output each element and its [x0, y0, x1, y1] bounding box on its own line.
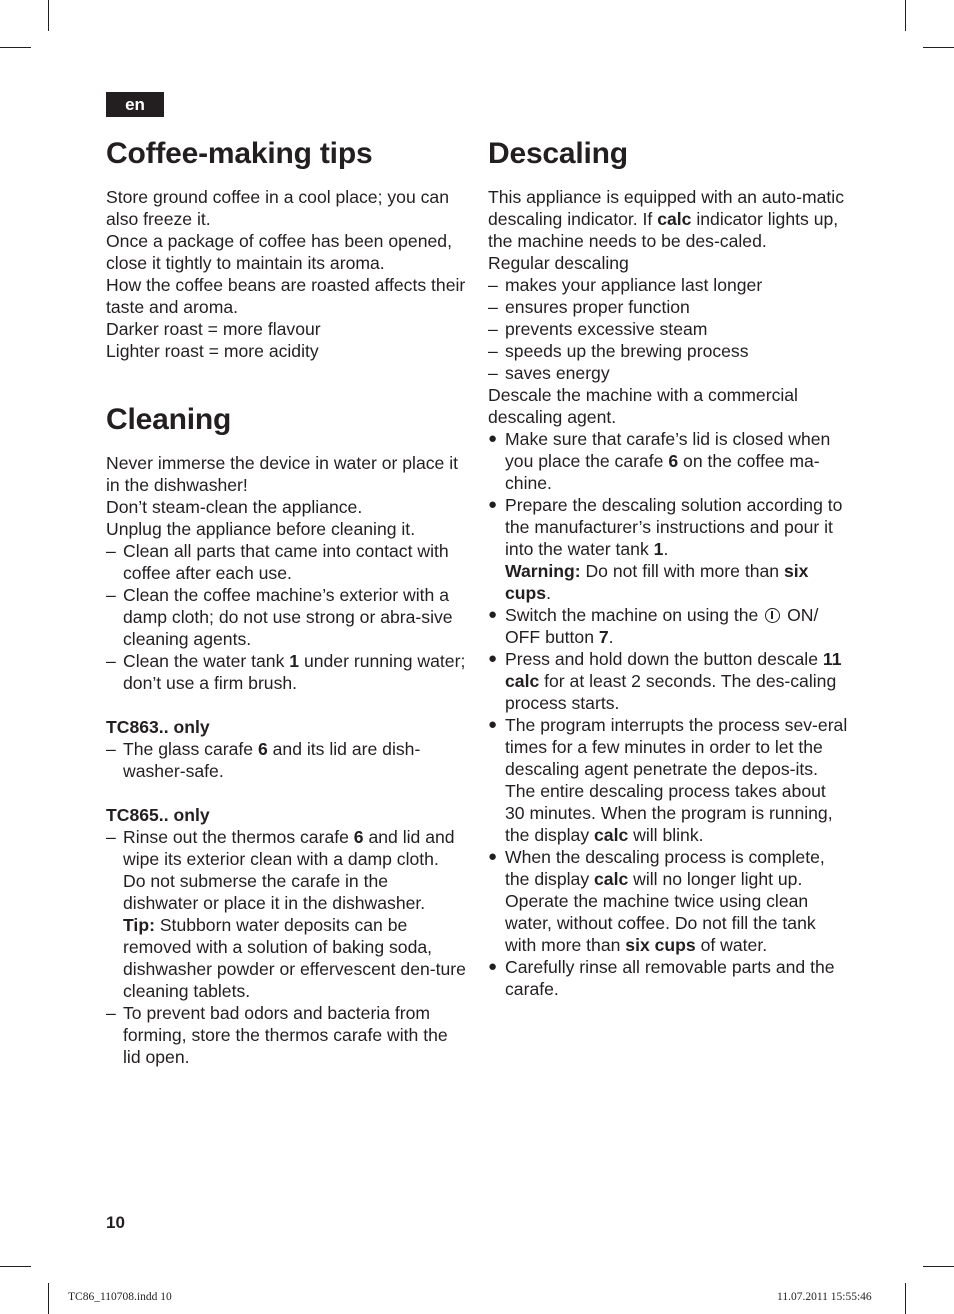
cleaning-item: – Clean the water tank 1 under running water; don’t use a firm brush. [106, 650, 466, 694]
descaling-agent-line: Descale the machine with a commercial descaling agent. [488, 385, 798, 427]
cleaning-line: Never immerse the device in water or place it in the dishwasher! [106, 453, 459, 495]
crop-mark [923, 47, 954, 48]
regular-descaling-label: Regular descaling [488, 253, 629, 273]
crop-mark [48, 0, 49, 31]
tip-line: Once a package of coffee has been opened, close it tightly to maintain its aroma. [106, 231, 452, 273]
benefit-item: – ensures proper function [488, 296, 850, 318]
benefit-item: – makes your appliance last longer [488, 274, 850, 296]
tc863-heading: TC863.. only [106, 717, 210, 737]
left-column [106, 136, 466, 1068]
language-tab: en [106, 92, 164, 117]
crop-mark [905, 1283, 906, 1314]
descaling-heading: Descaling [488, 137, 628, 170]
power-icon [765, 608, 780, 623]
benefit-item: – prevents excessive steam [488, 318, 850, 340]
tip-line: Darker roast = more flavour [106, 319, 321, 339]
slug-timestamp: 11.07.2011 15:55:46 [777, 1291, 872, 1303]
cleaning-item: – Clean all parts that came into contact with coffee after each use. [106, 540, 466, 584]
crop-mark [905, 0, 906, 31]
descaling-step: ● Switch the machine on using the ON/ OFF button 7. [488, 604, 850, 648]
descaling-step: ● The program interrupts the process sev-eral times for a few minutes in order to let the descaling agent penetrate the depos-its. The entire descaling process takes about 30 minutes. When the program is running, the display calc will blink. [488, 714, 850, 846]
descaling-step: ● When the descaling process is complete, the display calc will no longer light up. Operate the machine twice using clean water, without coffee. Do not fill the tank with more than six cups of water. [488, 846, 850, 956]
descaling-step: ● Press and hold down the button descale 11 calc for at least 2 seconds. The des-caling process starts. [488, 648, 850, 714]
tc863-item: – The glass carafe 6 and its lid are dish-washer-safe. [106, 738, 466, 782]
coffee-tips-heading: Coffee-making tips [106, 137, 373, 170]
descaling-step: ● Make sure that carafe’s lid is closed when you place the carafe 6 on the coffee ma-chine. [488, 428, 850, 494]
page-number: 10 [106, 1213, 125, 1232]
descaling-step: ● Carefully rinse all removable parts and the carafe. [488, 956, 850, 1000]
crop-mark [48, 1283, 49, 1314]
descaling-intro: This appliance is equipped with an auto-matic descaling indicator. If calc indicator lights up, the machine needs to be des-caled. [488, 187, 844, 251]
right-column [488, 136, 850, 1000]
tip-label: Tip: [123, 915, 155, 935]
cleaning-line: Don’t steam-clean the appliance. [106, 497, 363, 517]
tc865-item: – To prevent bad odors and bacteria from forming, store the thermos carafe with the lid open. [106, 1002, 466, 1068]
tip-line: How the coffee beans are roasted affects their taste and aroma. [106, 275, 466, 317]
tc865-item: – Rinse out the thermos carafe 6 and lid and wipe its exterior clean with a damp cloth. Do not submerse the carafe in the dishwater or place it in the dishwasher. Tip: Stubborn water deposits can be removed with a solution of baking soda, dishwasher powder or effervescent den-ture cleaning tablets. [106, 826, 466, 1002]
cleaning-item: – Clean the coffee machine’s exterior with a damp cloth; do not use strong or abra-sive cleaning agents. [106, 584, 466, 650]
descaling-step: ● Prepare the descaling solution according to the manufacturer’s instructions and pour it into the water tank 1. Warning: Do not fill with more than six cups. [488, 494, 850, 604]
crop-mark [0, 1266, 31, 1267]
benefit-item: – saves energy [488, 362, 850, 384]
benefit-item: – speeds up the brewing process [488, 340, 850, 362]
cleaning-line: Unplug the appliance before cleaning it. [106, 519, 416, 539]
crop-mark [923, 1266, 954, 1267]
crop-mark [0, 47, 31, 48]
tc865-heading: TC865.. only [106, 805, 210, 825]
warning-label: Warning: [505, 561, 581, 581]
tip-line: Store ground coffee in a cool place; you can also freeze it. [106, 187, 449, 229]
cleaning-heading: Cleaning [106, 403, 232, 436]
tip-line: Lighter roast = more acidity [106, 341, 319, 361]
slug-file: TC86_110708.indd 10 [68, 1291, 172, 1303]
